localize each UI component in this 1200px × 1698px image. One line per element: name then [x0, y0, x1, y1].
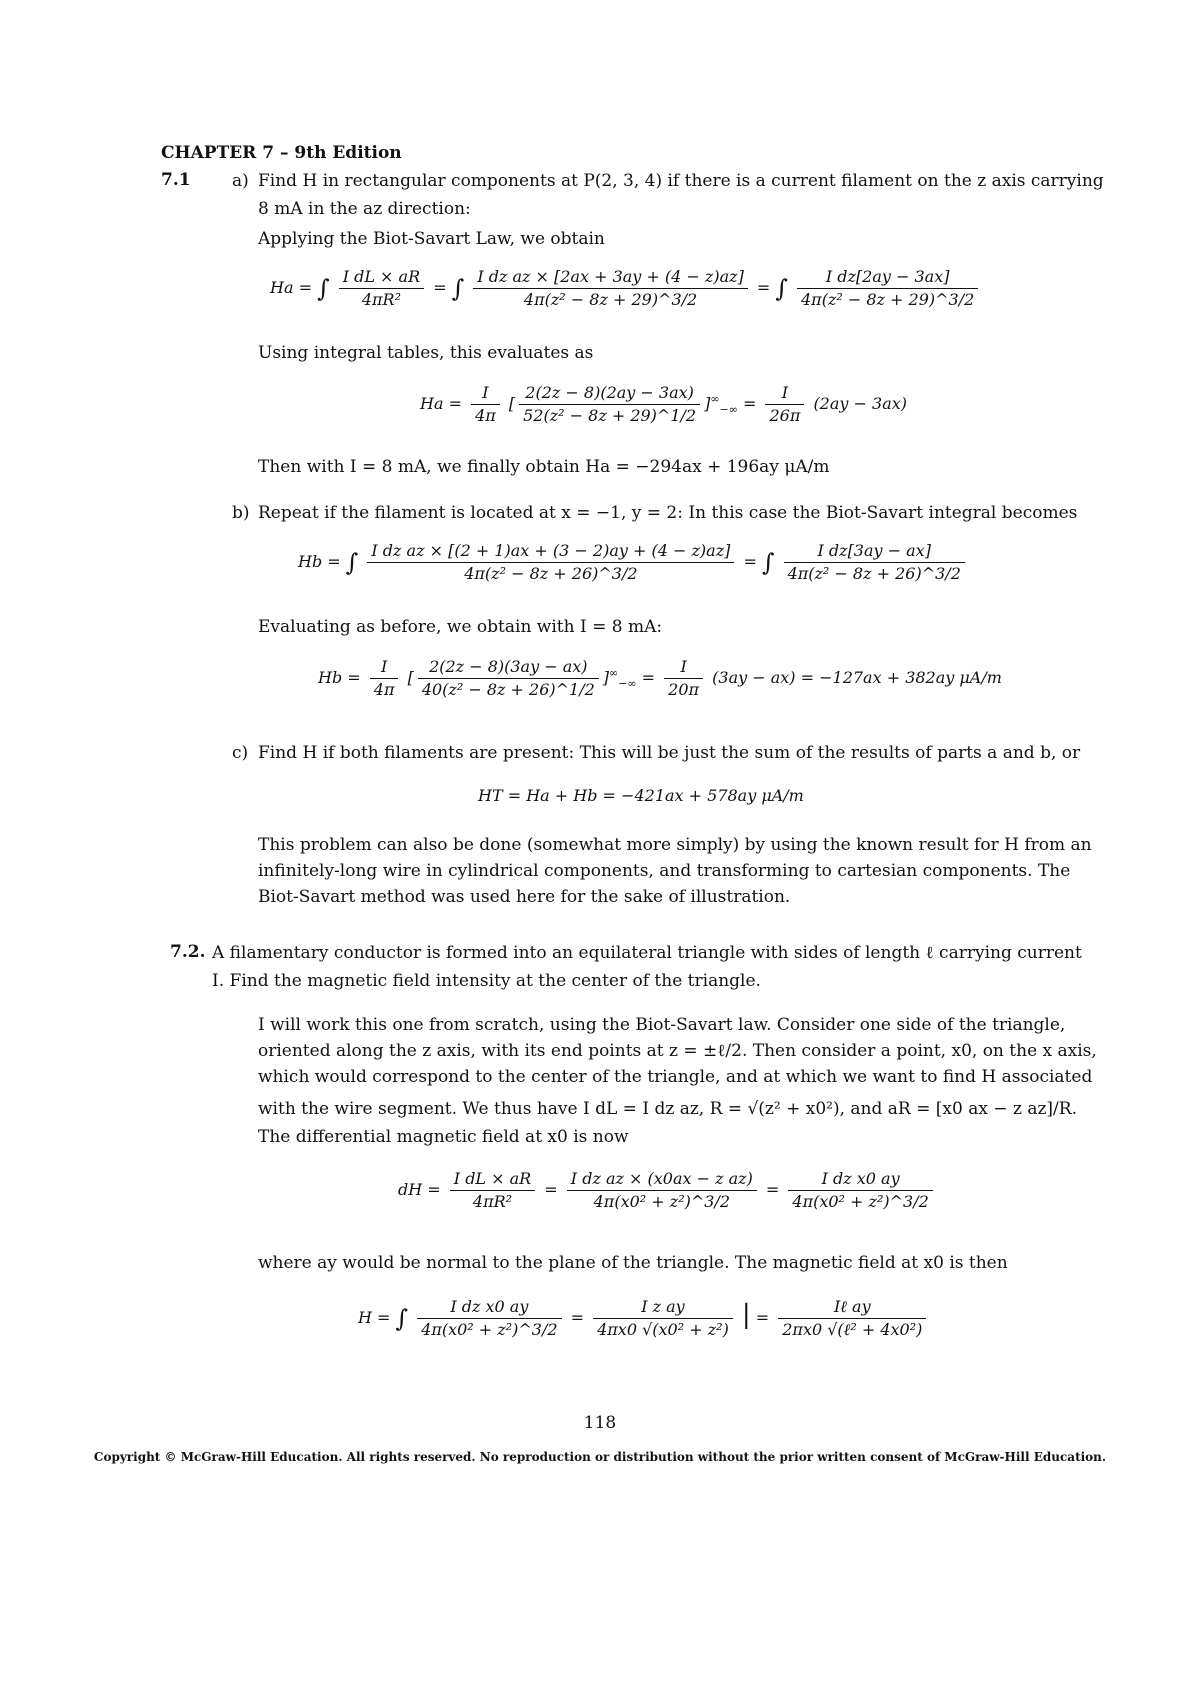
- integral-sign: ∫: [395, 1304, 409, 1333]
- problem-text: A filamentary conductor is formed into an equilateral triangle with sides of length ℓ carrying current: [212, 943, 1082, 963]
- body-text: which would correspond to the center of the triangle, and at which we want to find H associated: [258, 1067, 1093, 1087]
- fraction: [450, 1168, 535, 1213]
- equation-tail: (2ay − 3ax): [813, 394, 907, 413]
- denominator: 4π(z² − 8z + 26)^3/2: [464, 564, 638, 583]
- numerator: I z ay: [593, 1296, 733, 1319]
- fraction: [473, 266, 748, 311]
- body-text: This problem can also be done (somewhat more simply) by using the known result for H from an: [258, 835, 1092, 855]
- fraction: [339, 266, 424, 311]
- denominator: 4π: [475, 406, 496, 425]
- denominator: 4π(x0² + z²)^3/2: [593, 1192, 730, 1211]
- denominator: 4π(z² − 8z + 29)^3/2: [523, 290, 698, 309]
- body-text: infinitely-long wire in cylindrical components, and transforming to cartesian components. The: [258, 861, 1071, 881]
- numerator: I dz x0 ay: [788, 1168, 932, 1191]
- numerator: I: [471, 382, 500, 405]
- fraction: [765, 382, 804, 427]
- equation: dH = $\frac{\text{I dL × aR}}{\text{4πR²}}$ = $\frac{\text{I dz az × (x0ax − z az)}}{\text{4π(x0² + z²)\textasciicircum{}3/2}}$ = $\frac{\text{I dz x0 ay}}{\text{4π(x0² + z²)\textasciicircum{}3/2}}$: [398, 1168, 937, 1213]
- evaluation-bar: |: [741, 1300, 751, 1330]
- integral-sign: ∫: [761, 548, 775, 577]
- equation: Ha = $\frac{I}{4\pi}$ [ $\frac{2(2z - 8)(2ay - 3ax)}{\text{52(z² − 8z + 29)\textasciicircum{}1/2}}$ ]$^\infty_{-\infty}$ = $\frac{I}{26\pi}$ (2ay − 3ax): [420, 383, 907, 425]
- part-label: a): [232, 171, 249, 191]
- numerator: I dz[2ay − 3ax]: [797, 266, 978, 289]
- equation-lhs: dH =: [398, 1180, 441, 1199]
- integral-sign: ∫: [317, 274, 330, 303]
- equation: HT = Ha + Hb = −421ax + 578ay μA/m: [478, 786, 804, 805]
- denominator: 4π(z² − 8z + 26)^3/2: [787, 564, 961, 583]
- denominator: 2πx0 √(ℓ² + 4x0²): [782, 1320, 923, 1339]
- body-text: Evaluating as before, we obtain with I = 8 mA:: [258, 617, 663, 637]
- body-text: Applying the Biot-Savart Law, we obtain: [258, 229, 605, 249]
- numerator: I: [664, 656, 703, 679]
- denominator: 4π: [373, 680, 395, 699]
- fraction: [418, 656, 599, 701]
- equation-lhs: H =: [358, 1308, 391, 1327]
- fraction: [784, 540, 965, 585]
- fraction: [567, 1168, 757, 1213]
- fraction: [370, 656, 399, 701]
- equation: Ha = ∫ $\frac{\text{I dL × aR}}{\text{4πR²}}$ = ∫ $\frac{\text{I dz az × [2ax + 3ay + (4 − z)az]}}{\text{4π(z² − 8z + 29)\textasciicircum{}3/2}}$ = ∫ $\frac{\text{I dz[2ay − 3ax]}}{\text{4π(z² − 8z + 29)\textasciicircum{}3/2}}$: [270, 266, 982, 311]
- body-text: where ay would be normal to the plane of the triangle. The magnetic field at x0 is then: [258, 1253, 1008, 1273]
- denominator: 26π: [769, 406, 801, 425]
- numerator: I dz az × [(2 + 1)ax + (3 − 2)ay + (4 − z)az]: [367, 540, 734, 563]
- problem-text: Find H in rectangular components at P(2, 3, 4) if there is a current filament on the z axis carrying: [258, 171, 1104, 191]
- denominator: 4π(z² − 8z + 29)^3/2: [801, 290, 975, 309]
- numerator: I dz[3ay − ax]: [784, 540, 965, 563]
- denominator: 4π(x0² + z²)^3/2: [792, 1192, 929, 1211]
- equation: Hb = $\frac{I}{4\pi}$ [ $\frac{2(2z - 8)(3ay - ax)}{\text{40(z² − 8z + 26)\textasciicircum{}1/2}}$ ]$^\infty_{-\infty}$ = $\frac{I}{20\pi}$ (3ay − ax) = −127ax + 382ay μA/m: [318, 657, 1002, 699]
- denominator: 4πR²: [472, 1192, 513, 1211]
- fraction: [417, 1296, 561, 1341]
- fraction: [367, 540, 734, 585]
- equation-lhs: Hb =: [298, 552, 341, 571]
- integral-sign: ∫: [345, 548, 359, 577]
- fraction: [471, 382, 500, 427]
- equation-tail: (3ay − ax) = −127ax + 382ay μA/m: [712, 668, 1002, 687]
- problem-text: Repeat if the filament is located at x = −1, y = 2: In this case the Biot-Savart integral becomes: [258, 503, 1078, 523]
- denominator: 40(z² − 8z + 26)^1/2: [421, 680, 595, 699]
- integral-sign: ∫: [775, 274, 788, 303]
- numerator: 2(2z − 8)(2ay − 3ax): [519, 382, 700, 405]
- denominator: 4πR²: [361, 290, 401, 309]
- numerator: I dL × aR: [450, 1168, 535, 1191]
- denominator: 52(z² − 8z + 29)^1/2: [523, 406, 697, 425]
- body-text: Biot-Savart method was used here for the sake of illustration.: [258, 887, 791, 907]
- fraction: [593, 1296, 733, 1341]
- integral-sign: ∫: [451, 274, 465, 303]
- fraction: [788, 1168, 932, 1213]
- equation-lhs: Ha =: [420, 394, 462, 413]
- numerator: Iℓ ay: [778, 1296, 926, 1319]
- denominator: 4πx0 √(x0² + z²): [597, 1320, 729, 1339]
- equation-lhs: Ha =: [270, 278, 312, 297]
- numerator: I dL × aR: [339, 266, 424, 289]
- chapter-title: CHAPTER 7 – 9th Edition: [161, 143, 402, 163]
- numerator: 2(2z − 8)(3ay − ax): [418, 656, 599, 679]
- numerator: I dz az × (x0ax − z az): [567, 1168, 757, 1191]
- numerator: I: [765, 382, 804, 405]
- body-text: I will work this one from scratch, using the Biot-Savart law. Consider one side of the triangle,: [258, 1015, 1066, 1035]
- part-label: b): [232, 503, 250, 523]
- fraction: [797, 266, 978, 311]
- numerator: I dz az × [2ax + 3ay + (4 − z)az]: [473, 266, 748, 289]
- equation: Hb = ∫ $\frac{\text{I dz az × [(2 + 1)ax + (3 − 2)ay + (4 − z)az]}}{\text{4π(z² − 8z + 26)\textasciicircum{}3/2}}$ = ∫ $\frac{\text{I dz[3ay − ax]}}{\text{4π(z² − 8z + 26)\textasciicircum{}3/2}}$: [298, 540, 969, 585]
- part-label: c): [232, 743, 249, 763]
- equation-lhs: Hb =: [318, 668, 361, 687]
- numerator: I: [370, 656, 399, 679]
- body-text: The differential magnetic field at x0 is now: [258, 1127, 629, 1147]
- problem-text: Find H if both filaments are present: This will be just the sum of the results of parts a and b, or: [258, 743, 1081, 763]
- problem-number: 7.2.: [170, 942, 206, 962]
- body-text: oriented along the z axis, with its end points at z = ±ℓ/2. Then consider a point, x0, on the x axis,: [258, 1041, 1097, 1061]
- fraction: [664, 656, 703, 701]
- copyright-notice: Copyright © McGraw-Hill Education. All rights reserved. No reproduction or distribution without the prior written consent of McGraw-Hill Education.: [93, 1450, 1107, 1464]
- problem-number: 7.1: [161, 170, 191, 190]
- body-text: Using integral tables, this evaluates as: [258, 343, 594, 363]
- denominator: 4π(x0² + z²)^3/2: [421, 1320, 558, 1339]
- body-text: Then with I = 8 mA, we finally obtain Ha = −294ax + 196ay μA/m: [258, 457, 830, 477]
- body-text: with the wire segment. We thus have I dL = I dz az, R = √(z² + x0²), and aR = [x0 ax − z az]/R.: [258, 1099, 1077, 1119]
- problem-text: I. Find the magnetic field intensity at the center of the triangle.: [212, 971, 761, 991]
- denominator: 20π: [668, 680, 700, 699]
- page-number: 118: [583, 1413, 617, 1433]
- fraction: [778, 1296, 926, 1341]
- equation: H = ∫ $\frac{\text{I dz x0 ay}}{\text{4π(x0² + z²)\textasciicircum{}3/2}}$ = $\frac{\text{I z ay}}{\text{4πx0 √(x0² + z²)}}$ | = $\frac{\text{Iℓ ay}}{\text{2πx0 √(ℓ² + 4x0²)}}$: [358, 1296, 930, 1341]
- numerator: I dz x0 ay: [417, 1296, 561, 1319]
- fraction: [519, 382, 700, 427]
- problem-text: 8 mA in the az direction:: [258, 199, 471, 219]
